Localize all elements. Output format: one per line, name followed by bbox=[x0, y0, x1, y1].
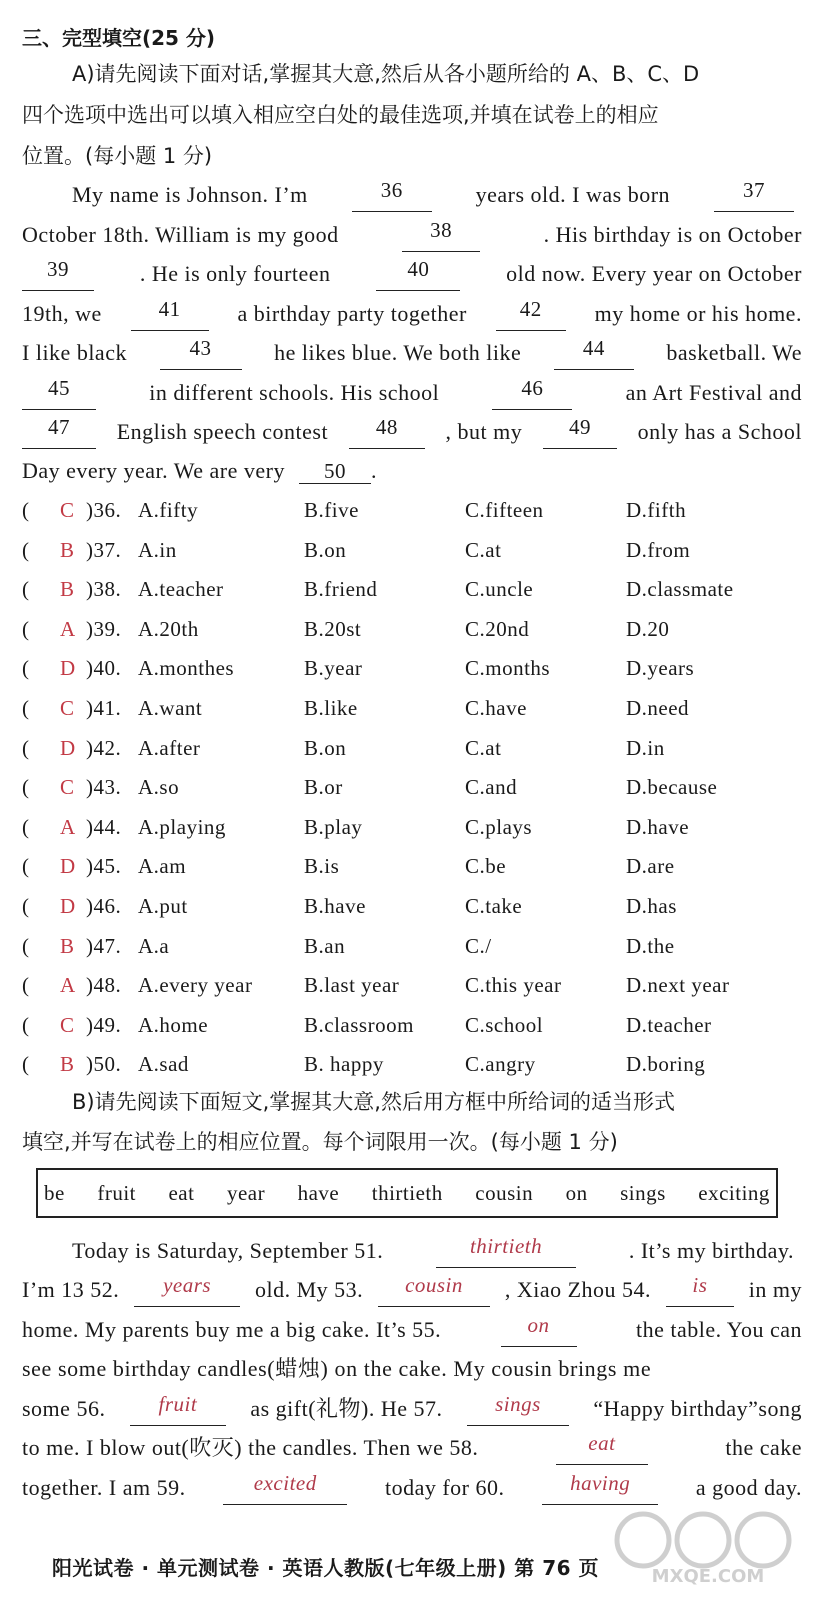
answer-mark: D bbox=[60, 656, 76, 681]
passage-text: old now. Every year on October bbox=[506, 261, 802, 286]
option-a: A.am bbox=[138, 854, 187, 879]
blank-50: 50 bbox=[299, 459, 371, 484]
watermark-text: MXQE.COM bbox=[651, 1566, 765, 1586]
option-a: A.teacher bbox=[138, 577, 224, 602]
blank-57: sings bbox=[467, 1392, 569, 1426]
word-box bbox=[36, 1168, 778, 1218]
option-d: D.boring bbox=[626, 1052, 706, 1077]
partB-instruction-line-1: B)请先阅读下面短文,掌握其大意,然后用方框中所给词的适当形式 bbox=[72, 1090, 675, 1114]
question-number: )42. bbox=[86, 735, 122, 760]
question-row bbox=[22, 1009, 802, 1041]
question-row bbox=[22, 1048, 802, 1080]
question-row bbox=[22, 494, 802, 526]
passage-text: my home or his home. bbox=[594, 301, 802, 326]
passage-text: . He is only fourteen bbox=[139, 261, 331, 286]
blank-51: thirtieth bbox=[436, 1234, 576, 1268]
blank-44: 44 bbox=[554, 336, 634, 370]
passageB-line-4 bbox=[22, 1352, 802, 1386]
option-c: C.this year bbox=[465, 973, 562, 998]
passage-text: October 18th. William is my good bbox=[22, 222, 339, 247]
blank-38: 38 bbox=[402, 218, 480, 252]
answer-mark: C bbox=[60, 498, 75, 522]
option-d: D.has bbox=[626, 894, 677, 918]
passage-text: together. I am 59. bbox=[22, 1475, 186, 1500]
word-box-item: thirtieth bbox=[371, 1180, 443, 1205]
option-a: A.in bbox=[138, 537, 177, 562]
option-b: B.like bbox=[304, 696, 358, 720]
option-d: D.years bbox=[626, 656, 695, 681]
option-b: B.an bbox=[304, 933, 346, 958]
partA-instruction-line-1: A)请先阅读下面对话,掌握其大意,然后从各小题所给的 A、B、C、D bbox=[72, 62, 700, 86]
option-c: C.plays bbox=[465, 814, 533, 839]
open-paren: ( bbox=[22, 577, 30, 602]
blank-47: 47 bbox=[22, 415, 96, 449]
word-box-item: on bbox=[565, 1180, 588, 1205]
option-d: D.because bbox=[626, 775, 718, 800]
option-a: A.so bbox=[138, 775, 180, 800]
question-row bbox=[22, 771, 802, 803]
word-box-item: year bbox=[226, 1180, 266, 1205]
blank-53: cousin bbox=[378, 1273, 490, 1307]
blank-58: eat bbox=[556, 1431, 648, 1465]
blank-56: fruit bbox=[130, 1392, 226, 1426]
question-number: )43. bbox=[86, 775, 122, 800]
blank-39: 39 bbox=[22, 257, 94, 291]
option-c: C.at bbox=[465, 537, 502, 562]
open-paren: ( bbox=[22, 775, 30, 800]
answer-mark: D bbox=[60, 854, 76, 879]
option-d: D.teacher bbox=[626, 1012, 712, 1037]
passageA-line-8 bbox=[22, 454, 802, 488]
word-box-item: be bbox=[44, 1180, 65, 1205]
answer-mark: B bbox=[60, 537, 75, 562]
question-number: )36. bbox=[86, 498, 122, 522]
question-number: )40. bbox=[86, 656, 122, 681]
question-row bbox=[22, 732, 802, 764]
passageA-line-5 bbox=[22, 336, 802, 370]
answer-mark: C bbox=[60, 775, 75, 800]
option-a: A.sad bbox=[138, 1052, 189, 1077]
option-b: B.on bbox=[304, 735, 347, 760]
passageB-line-3 bbox=[22, 1313, 802, 1347]
option-b: B.20st bbox=[304, 616, 362, 641]
word-box-item: sings bbox=[620, 1180, 666, 1205]
option-b: B.is bbox=[304, 854, 340, 879]
question-row bbox=[22, 613, 802, 645]
option-d: D.are bbox=[626, 854, 675, 879]
passageB-line-5 bbox=[22, 1392, 802, 1426]
option-b: B.five bbox=[304, 498, 359, 522]
open-paren: ( bbox=[22, 498, 30, 522]
word-box-item: exciting bbox=[698, 1180, 770, 1205]
answer-mark: A bbox=[60, 814, 76, 839]
passage-text: , Xiao Zhou 54. bbox=[504, 1277, 652, 1302]
passage-text: I like black bbox=[22, 340, 127, 365]
question-row bbox=[22, 573, 802, 605]
answer-mark: A bbox=[60, 973, 76, 998]
option-a: A.playing bbox=[138, 814, 226, 839]
option-c: C.school bbox=[465, 1012, 544, 1037]
blank-45: 45 bbox=[22, 376, 96, 410]
question-number: )44. bbox=[86, 814, 122, 839]
blank-41: 41 bbox=[131, 297, 209, 331]
open-paren: ( bbox=[22, 1052, 30, 1077]
option-c: C.months bbox=[465, 656, 551, 681]
option-c: C.uncle bbox=[465, 577, 534, 602]
question-row bbox=[22, 811, 802, 843]
blank-59: excited bbox=[223, 1471, 347, 1505]
question-row bbox=[22, 890, 802, 922]
option-d: D.next year bbox=[626, 973, 730, 998]
answer-mark: B bbox=[60, 1052, 75, 1077]
passage-text: years old. I was born bbox=[475, 182, 671, 207]
passage-text: an Art Festival and bbox=[625, 380, 802, 405]
option-d: D.have bbox=[626, 814, 690, 839]
option-b: B.year bbox=[304, 656, 363, 681]
option-d: D.in bbox=[626, 735, 665, 760]
question-row bbox=[22, 652, 802, 684]
option-c: C.fifteen bbox=[465, 498, 544, 522]
option-a: A.put bbox=[138, 894, 188, 918]
question-number: )41. bbox=[86, 696, 122, 720]
open-paren: ( bbox=[22, 894, 30, 918]
passageA-line-6 bbox=[22, 376, 802, 410]
passage-text: the table. You can bbox=[635, 1317, 802, 1342]
passage-text: Day every year. We are very bbox=[22, 458, 285, 483]
option-c: C.have bbox=[465, 696, 527, 720]
passage-text: as gift(礼物). He 57. bbox=[250, 1396, 443, 1421]
word-box-item: eat bbox=[168, 1180, 195, 1205]
open-paren: ( bbox=[22, 616, 30, 641]
open-paren: ( bbox=[22, 933, 30, 958]
passage-text: see some birthday candles(蜡烛) on the cake. My cousin brings me bbox=[22, 1356, 652, 1381]
passageB-line-2 bbox=[22, 1273, 802, 1307]
open-paren: ( bbox=[22, 814, 30, 839]
option-d: D.the bbox=[626, 933, 675, 958]
option-a: A.want bbox=[138, 696, 203, 720]
answer-mark: B bbox=[60, 577, 75, 602]
passage-text: old. My 53. bbox=[254, 1277, 364, 1302]
partB-instruction-line-2: 填空,并写在试卷上的相应位置。每个词限用一次。(每小题 1 分) bbox=[22, 1130, 618, 1154]
question-number: )39. bbox=[86, 616, 122, 641]
option-c: C.20nd bbox=[465, 616, 530, 641]
question-number: )46. bbox=[86, 894, 122, 918]
page-footer: 阳光试卷 · 单元测试卷 · 英语人教版(七年级上册) 第 76 页 bbox=[52, 1556, 600, 1580]
word-box-item: have bbox=[297, 1180, 340, 1205]
passageA-line-3 bbox=[22, 257, 802, 291]
question-number: )38. bbox=[86, 577, 122, 602]
option-d: D.classmate bbox=[626, 577, 734, 602]
blank-48: 48 bbox=[349, 415, 425, 449]
option-d: D.20 bbox=[626, 616, 670, 641]
option-b: B.play bbox=[304, 814, 363, 839]
passageA-line-1 bbox=[72, 178, 794, 212]
question-row bbox=[22, 850, 802, 882]
answer-mark: A bbox=[60, 616, 76, 641]
answer-mark: C bbox=[60, 1012, 75, 1037]
question-number: )49. bbox=[86, 1012, 122, 1037]
watermark-logo bbox=[603, 1506, 813, 1586]
passage-text: “Happy birthday”song bbox=[593, 1396, 802, 1421]
passage-text: . It’s my birthday. bbox=[628, 1238, 794, 1263]
blank-54: is bbox=[666, 1273, 734, 1307]
question-row bbox=[22, 692, 802, 724]
option-a: A.after bbox=[138, 735, 201, 760]
passage-text: a birthday party together bbox=[237, 301, 467, 326]
passage-text: English speech contest bbox=[116, 419, 329, 444]
option-a: A.monthes bbox=[138, 656, 235, 681]
open-paren: ( bbox=[22, 696, 30, 720]
question-number: )50. bbox=[86, 1052, 122, 1077]
question-number: )47. bbox=[86, 933, 122, 958]
question-number: )48. bbox=[86, 973, 122, 998]
blank-42: 42 bbox=[496, 297, 566, 331]
blank-55: on bbox=[501, 1313, 577, 1347]
answer-mark: D bbox=[60, 735, 76, 760]
option-b: B.or bbox=[304, 775, 343, 800]
blank-36: 36 bbox=[352, 178, 432, 212]
blank-60: having bbox=[542, 1471, 658, 1505]
answer-mark: D bbox=[60, 894, 76, 918]
question-row bbox=[22, 969, 802, 1001]
blank-52: years bbox=[134, 1273, 240, 1307]
passageA-line-7 bbox=[22, 415, 802, 449]
option-c: C.and bbox=[465, 775, 518, 800]
passageB-line-6 bbox=[22, 1431, 802, 1465]
option-a: A.20th bbox=[138, 616, 199, 641]
option-c: C.angry bbox=[465, 1052, 536, 1077]
passage-text: . His birthday is on October bbox=[543, 222, 802, 247]
passage-text: in my bbox=[748, 1277, 802, 1302]
passageB-line-1 bbox=[72, 1234, 794, 1268]
open-paren: ( bbox=[22, 735, 30, 760]
partA-instruction-line-3: 位置。(每小题 1 分) bbox=[22, 144, 213, 168]
blank-37: 37 bbox=[714, 178, 794, 212]
passage-text: today for 60. bbox=[384, 1475, 505, 1500]
passageB-line-7 bbox=[22, 1471, 802, 1505]
passage-text: a good day. bbox=[695, 1475, 802, 1500]
open-paren: ( bbox=[22, 854, 30, 879]
passage-text: Today is Saturday, September 51. bbox=[72, 1238, 384, 1263]
answer-mark: B bbox=[60, 933, 75, 958]
passage-text: the cake bbox=[725, 1435, 802, 1460]
blank-46: 46 bbox=[492, 376, 572, 410]
word-box-item: cousin bbox=[475, 1180, 534, 1205]
passage-text: 19th, we bbox=[22, 301, 102, 326]
passage-text: to me. I blow out(吹灭) the candles. Then we 58. bbox=[22, 1435, 479, 1460]
blank-43: 43 bbox=[160, 336, 242, 370]
option-d: D.from bbox=[626, 537, 691, 562]
passage-text: . bbox=[370, 458, 377, 483]
open-paren: ( bbox=[22, 973, 30, 998]
passage-text: some 56. bbox=[22, 1396, 106, 1421]
passageA-line-4 bbox=[22, 297, 802, 331]
option-a: A.every year bbox=[138, 973, 253, 998]
option-c: C.take bbox=[465, 894, 523, 918]
partA-instruction-line-2: 四个选项中选出可以填入相应空白处的最佳选项,并填在试卷上的相应 bbox=[22, 103, 659, 127]
passage-text: home. My parents buy me a big cake. It’s 55. bbox=[22, 1317, 442, 1342]
blank-49: 49 bbox=[543, 415, 617, 449]
option-a: A.fifty bbox=[138, 498, 199, 522]
passage-text: he likes blue. We both like bbox=[274, 340, 522, 365]
passage-text: I’m 13 52. bbox=[22, 1277, 120, 1302]
section-title: 三、完型填空(25 分) bbox=[22, 26, 216, 50]
option-a: A.a bbox=[138, 933, 170, 958]
passage-text: in different schools. His school bbox=[149, 380, 440, 405]
open-paren: ( bbox=[22, 656, 30, 681]
option-c: C.at bbox=[465, 735, 502, 760]
open-paren: ( bbox=[22, 537, 30, 562]
option-b: B. happy bbox=[304, 1052, 384, 1077]
option-b: B.on bbox=[304, 537, 347, 562]
option-b: B.last year bbox=[304, 973, 400, 998]
question-number: )45. bbox=[86, 854, 122, 879]
question-row bbox=[22, 534, 802, 566]
option-d: D.fifth bbox=[626, 498, 687, 522]
passage-text: , but my bbox=[445, 419, 523, 444]
option-b: B.friend bbox=[304, 577, 378, 602]
passageA-line-2 bbox=[22, 218, 802, 252]
passage-text: only has a School bbox=[637, 419, 802, 444]
answer-mark: C bbox=[60, 696, 75, 720]
option-c: C./ bbox=[465, 933, 492, 958]
option-b: B.have bbox=[304, 894, 366, 918]
open-paren: ( bbox=[22, 1012, 30, 1037]
question-number: )37. bbox=[86, 537, 122, 562]
option-c: C.be bbox=[465, 854, 507, 879]
option-d: D.need bbox=[626, 696, 690, 720]
passage-text: basketball. We bbox=[666, 340, 802, 365]
blank-40: 40 bbox=[376, 257, 460, 291]
word-box-item: fruit bbox=[97, 1180, 136, 1205]
option-a: A.home bbox=[138, 1012, 209, 1037]
passage-text: My name is Johnson. I’m bbox=[72, 182, 308, 207]
option-b: B.classroom bbox=[304, 1012, 414, 1037]
question-row bbox=[22, 930, 802, 962]
